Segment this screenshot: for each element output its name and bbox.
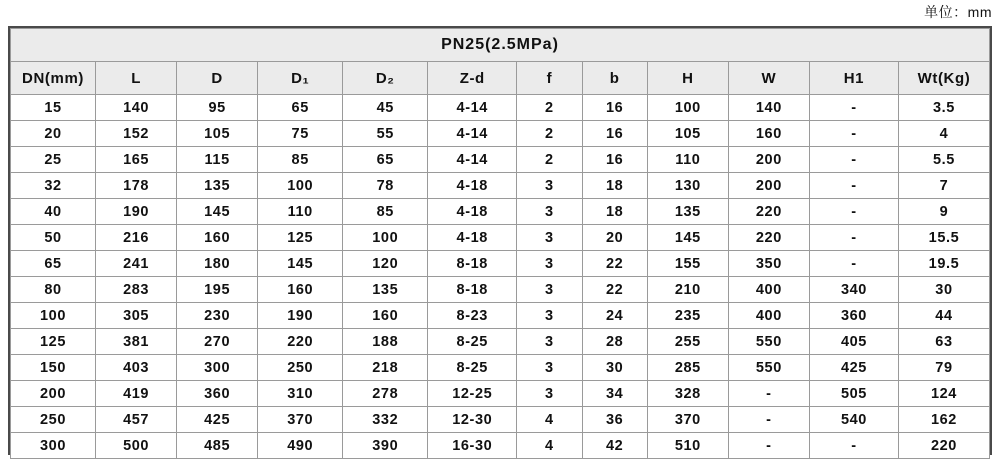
table-cell: 220 bbox=[728, 225, 809, 251]
table-cell: 20 bbox=[582, 225, 647, 251]
table-cell: 216 bbox=[96, 225, 177, 251]
row-label-cell: 40 bbox=[11, 199, 96, 225]
table-cell: 178 bbox=[96, 173, 177, 199]
column-header: Wt(Kg) bbox=[898, 62, 989, 95]
table-cell: 230 bbox=[177, 303, 258, 329]
table-cell: 390 bbox=[343, 433, 428, 459]
table-cell: 160 bbox=[258, 277, 343, 303]
table-cell: 419 bbox=[96, 381, 177, 407]
table-cell: 370 bbox=[647, 407, 728, 433]
table-cell: 403 bbox=[96, 355, 177, 381]
table-cell: 3 bbox=[517, 199, 582, 225]
row-label-cell: 32 bbox=[11, 173, 96, 199]
table-cell: 255 bbox=[647, 329, 728, 355]
table-cell: 16 bbox=[582, 121, 647, 147]
column-header: DN(mm) bbox=[11, 62, 96, 95]
table-cell: - bbox=[809, 147, 898, 173]
table-cell: 152 bbox=[96, 121, 177, 147]
table-cell: 145 bbox=[177, 199, 258, 225]
table-cell: 120 bbox=[343, 251, 428, 277]
table-cell: 278 bbox=[343, 381, 428, 407]
table-cell: 250 bbox=[258, 355, 343, 381]
table-cell: 220 bbox=[728, 199, 809, 225]
table-cell: 30 bbox=[898, 277, 989, 303]
table-cell: 145 bbox=[647, 225, 728, 251]
table-cell: 350 bbox=[728, 251, 809, 277]
table-cell: 160 bbox=[177, 225, 258, 251]
column-header: H bbox=[647, 62, 728, 95]
table-cell: 160 bbox=[343, 303, 428, 329]
row-label-cell: 100 bbox=[11, 303, 96, 329]
table-cell: 241 bbox=[96, 251, 177, 277]
table-row bbox=[11, 381, 990, 407]
table-cell: 100 bbox=[343, 225, 428, 251]
table-cell: 550 bbox=[728, 329, 809, 355]
table-cell: 210 bbox=[647, 277, 728, 303]
table-cell: 100 bbox=[647, 95, 728, 121]
table-cell: 218 bbox=[343, 355, 428, 381]
table-cell: 145 bbox=[258, 251, 343, 277]
table-cell: 3 bbox=[517, 381, 582, 407]
table-cell: 190 bbox=[96, 199, 177, 225]
table-row bbox=[11, 433, 990, 459]
table-cell: 4 bbox=[898, 121, 989, 147]
table-cell: 457 bbox=[96, 407, 177, 433]
table-cell: - bbox=[809, 121, 898, 147]
table-cell: 220 bbox=[258, 329, 343, 355]
table-cell: 110 bbox=[258, 199, 343, 225]
table-cell: 45 bbox=[343, 95, 428, 121]
row-label-cell: 200 bbox=[11, 381, 96, 407]
table-cell: 28 bbox=[582, 329, 647, 355]
table-cell: 105 bbox=[647, 121, 728, 147]
table-cell: 75 bbox=[258, 121, 343, 147]
table-cell: 370 bbox=[258, 407, 343, 433]
row-label-cell: 15 bbox=[11, 95, 96, 121]
table-cell: 155 bbox=[647, 251, 728, 277]
table-cell: 30 bbox=[582, 355, 647, 381]
table-cell: 135 bbox=[177, 173, 258, 199]
table-cell: 2 bbox=[517, 147, 582, 173]
table-cell: - bbox=[728, 381, 809, 407]
table-cell: 36 bbox=[582, 407, 647, 433]
table-cell: 22 bbox=[582, 277, 647, 303]
table-cell: 160 bbox=[728, 121, 809, 147]
table-cell: 3 bbox=[517, 251, 582, 277]
table-cell: 485 bbox=[177, 433, 258, 459]
table-cell: 235 bbox=[647, 303, 728, 329]
column-header: D₁ bbox=[258, 62, 343, 95]
table-cell: 4-18 bbox=[428, 173, 517, 199]
table-cell: 425 bbox=[809, 355, 898, 381]
table-cell: 19.5 bbox=[898, 251, 989, 277]
table-cell: 34 bbox=[582, 381, 647, 407]
table-cell: 78 bbox=[343, 173, 428, 199]
table-cell: 8-18 bbox=[428, 251, 517, 277]
column-header: H1 bbox=[809, 62, 898, 95]
table-row bbox=[11, 121, 990, 147]
table-cell: 360 bbox=[177, 381, 258, 407]
table-cell: 400 bbox=[728, 303, 809, 329]
table-cell: 42 bbox=[582, 433, 647, 459]
table-cell: 16 bbox=[582, 147, 647, 173]
table-cell: 360 bbox=[809, 303, 898, 329]
table-cell: 22 bbox=[582, 251, 647, 277]
table-cell: 162 bbox=[898, 407, 989, 433]
table-cell: 425 bbox=[177, 407, 258, 433]
table-cell: 9 bbox=[898, 199, 989, 225]
table-cell: 4-14 bbox=[428, 121, 517, 147]
table-cell: 18 bbox=[582, 173, 647, 199]
row-label-cell: 50 bbox=[11, 225, 96, 251]
table-row bbox=[11, 355, 990, 381]
table-cell: 44 bbox=[898, 303, 989, 329]
table-cell: 8-25 bbox=[428, 329, 517, 355]
table-cell: 24 bbox=[582, 303, 647, 329]
table-cell: 3 bbox=[517, 303, 582, 329]
table-cell: 4-18 bbox=[428, 225, 517, 251]
table-row bbox=[11, 277, 990, 303]
table-cell: 220 bbox=[898, 433, 989, 459]
table-cell: 7 bbox=[898, 173, 989, 199]
row-label-cell: 250 bbox=[11, 407, 96, 433]
table-cell: - bbox=[809, 173, 898, 199]
table-cell: 270 bbox=[177, 329, 258, 355]
table-cell: 85 bbox=[258, 147, 343, 173]
table-row bbox=[11, 95, 990, 121]
column-header: L bbox=[96, 62, 177, 95]
table-cell: 95 bbox=[177, 95, 258, 121]
table-cell: 340 bbox=[809, 277, 898, 303]
column-header: Z-d bbox=[428, 62, 517, 95]
table-cell: 510 bbox=[647, 433, 728, 459]
table-cell: 3 bbox=[517, 173, 582, 199]
table-cell: 180 bbox=[177, 251, 258, 277]
table-row bbox=[11, 173, 990, 199]
table-cell: 4 bbox=[517, 433, 582, 459]
table-cell: 3 bbox=[517, 355, 582, 381]
table-cell: 3 bbox=[517, 225, 582, 251]
table-cell: 305 bbox=[96, 303, 177, 329]
table-row bbox=[11, 225, 990, 251]
column-header: D₂ bbox=[343, 62, 428, 95]
table-cell: 12-25 bbox=[428, 381, 517, 407]
table-cell: 2 bbox=[517, 95, 582, 121]
table-column-header-row bbox=[11, 62, 990, 95]
table-cell: 310 bbox=[258, 381, 343, 407]
table-cell: - bbox=[728, 433, 809, 459]
table-cell: 550 bbox=[728, 355, 809, 381]
table-cell: 55 bbox=[343, 121, 428, 147]
table-cell: 125 bbox=[258, 225, 343, 251]
table-cell: 15.5 bbox=[898, 225, 989, 251]
table-cell: 65 bbox=[343, 147, 428, 173]
table-cell: 540 bbox=[809, 407, 898, 433]
table-cell: 500 bbox=[96, 433, 177, 459]
row-label-cell: 150 bbox=[11, 355, 96, 381]
table-cell: 8-25 bbox=[428, 355, 517, 381]
row-label-cell: 80 bbox=[11, 277, 96, 303]
table-cell: 4-18 bbox=[428, 199, 517, 225]
table-cell: 18 bbox=[582, 199, 647, 225]
table-cell: 100 bbox=[258, 173, 343, 199]
spec-table-container bbox=[8, 26, 992, 455]
row-label-cell: 125 bbox=[11, 329, 96, 355]
table-cell: 140 bbox=[728, 95, 809, 121]
table-cell: 188 bbox=[343, 329, 428, 355]
table-cell: 4-14 bbox=[428, 147, 517, 173]
column-header: D bbox=[177, 62, 258, 95]
table-cell: 135 bbox=[647, 199, 728, 225]
table-cell: 200 bbox=[728, 147, 809, 173]
column-header: f bbox=[517, 62, 582, 95]
table-cell: 381 bbox=[96, 329, 177, 355]
table-cell: 16-30 bbox=[428, 433, 517, 459]
table-cell: 135 bbox=[343, 277, 428, 303]
table-cell: 105 bbox=[177, 121, 258, 147]
table-row bbox=[11, 303, 990, 329]
table-row bbox=[11, 251, 990, 277]
table-cell: 190 bbox=[258, 303, 343, 329]
table-cell: 85 bbox=[343, 199, 428, 225]
table-cell: 165 bbox=[96, 147, 177, 173]
table-row bbox=[11, 329, 990, 355]
table-cell: 124 bbox=[898, 381, 989, 407]
table-cell: 3 bbox=[517, 329, 582, 355]
table-cell: 12-30 bbox=[428, 407, 517, 433]
table-cell: 63 bbox=[898, 329, 989, 355]
table-cell: 400 bbox=[728, 277, 809, 303]
table-cell: 140 bbox=[96, 95, 177, 121]
table-cell: 65 bbox=[258, 95, 343, 121]
table-cell: 3.5 bbox=[898, 95, 989, 121]
table-body bbox=[11, 95, 990, 459]
table-cell: 16 bbox=[582, 95, 647, 121]
table-cell: 79 bbox=[898, 355, 989, 381]
table-cell: 8-23 bbox=[428, 303, 517, 329]
table-cell: - bbox=[809, 225, 898, 251]
table-cell: 283 bbox=[96, 277, 177, 303]
table-cell: 3 bbox=[517, 277, 582, 303]
table-cell: 200 bbox=[728, 173, 809, 199]
spec-table bbox=[10, 28, 990, 459]
table-cell: 300 bbox=[177, 355, 258, 381]
column-header: W bbox=[728, 62, 809, 95]
table-cell: 130 bbox=[647, 173, 728, 199]
table-cell: 8-18 bbox=[428, 277, 517, 303]
table-cell: 285 bbox=[647, 355, 728, 381]
table-cell: - bbox=[809, 251, 898, 277]
table-cell: - bbox=[809, 95, 898, 121]
table-cell: 4-14 bbox=[428, 95, 517, 121]
unit-note: 单位：mm bbox=[924, 4, 992, 20]
table-cell: 115 bbox=[177, 147, 258, 173]
table-cell: 2 bbox=[517, 121, 582, 147]
table-row bbox=[11, 407, 990, 433]
row-label-cell: 25 bbox=[11, 147, 96, 173]
row-label-cell: 300 bbox=[11, 433, 96, 459]
table-cell: 405 bbox=[809, 329, 898, 355]
column-header: b bbox=[582, 62, 647, 95]
table-row bbox=[11, 147, 990, 173]
table-cell: 505 bbox=[809, 381, 898, 407]
table-cell: - bbox=[809, 433, 898, 459]
table-cell: - bbox=[728, 407, 809, 433]
table-title: PN25(2.5MPa) bbox=[11, 29, 990, 62]
table-cell: 195 bbox=[177, 277, 258, 303]
table-cell: 332 bbox=[343, 407, 428, 433]
table-cell: 328 bbox=[647, 381, 728, 407]
table-cell: 5.5 bbox=[898, 147, 989, 173]
row-label-cell: 20 bbox=[11, 121, 96, 147]
table-cell: 490 bbox=[258, 433, 343, 459]
table-cell: 4 bbox=[517, 407, 582, 433]
row-label-cell: 65 bbox=[11, 251, 96, 277]
table-header bbox=[11, 29, 990, 95]
table-row bbox=[11, 199, 990, 225]
table-cell: - bbox=[809, 199, 898, 225]
table-title-row bbox=[11, 29, 990, 62]
table-cell: 110 bbox=[647, 147, 728, 173]
